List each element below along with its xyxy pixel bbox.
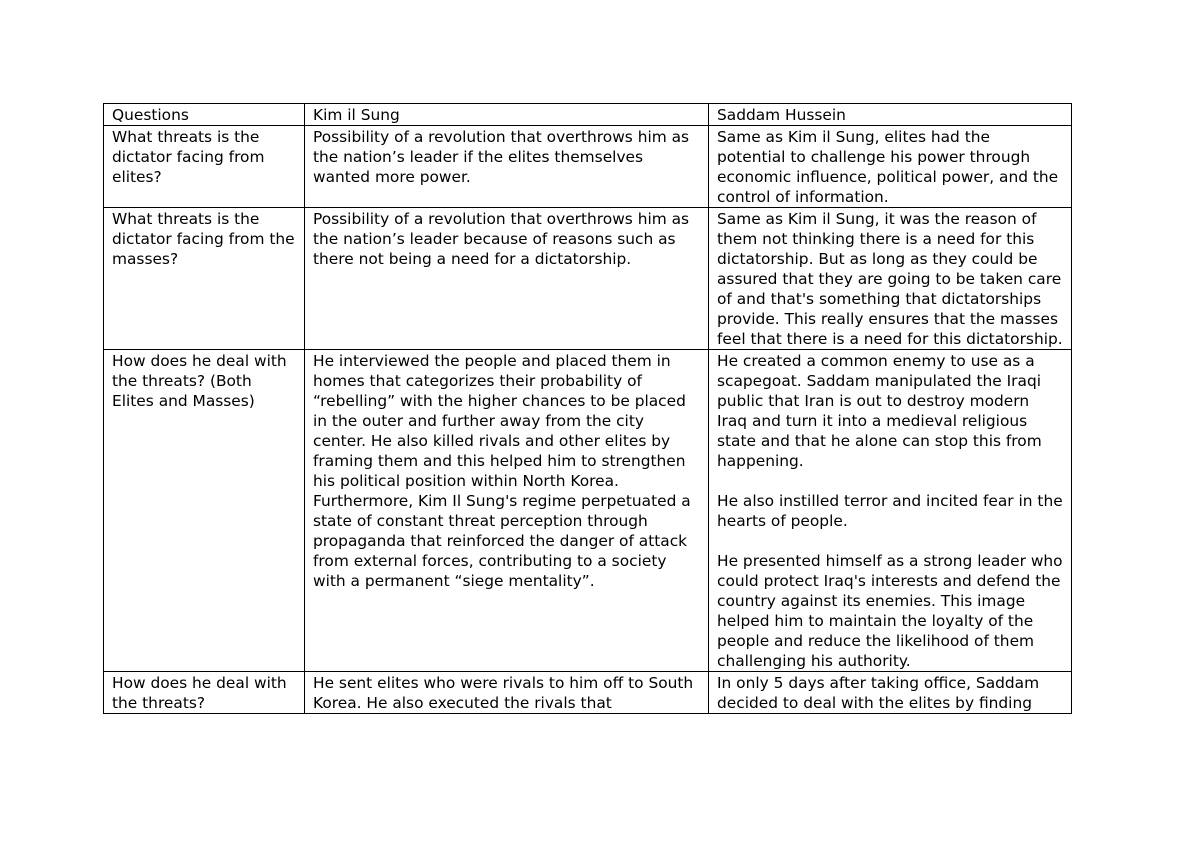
- saddam-paragraph: He also instilled terror and incited fear in the hearts of people.: [717, 492, 1063, 530]
- question-cell: What threats is the dictator facing from the masses?: [104, 208, 305, 350]
- kim-cell: [305, 350, 709, 672]
- table-row: [104, 350, 1072, 672]
- table-row: [104, 126, 1072, 208]
- kim-cell: [305, 208, 709, 350]
- header-saddam-hussein: Saddam Hussein: [709, 104, 1072, 126]
- header-kim-il-sung: Kim il Sung: [305, 104, 709, 126]
- saddam-paragraph: In only 5 days after taking office, Saddam decided to deal with the elites by finding: [717, 674, 1040, 712]
- comparison-table: [103, 103, 1072, 714]
- saddam-cell: [709, 672, 1072, 714]
- question-cell: What threats is the dictator facing from elites?: [104, 126, 305, 208]
- saddam-paragraph: Same as Kim il Sung, it was the reason of them not thinking there is a need for this dictatorship. But as long as they could be assured that they are going to be taken care of and that's something that dictatorships provide. This really ensures that the masses feel that there is a need for this dictatorship.: [717, 210, 1063, 348]
- table-row: [104, 672, 1072, 714]
- table-row: [104, 208, 1072, 350]
- kim-cell: [305, 126, 709, 208]
- saddam-paragraph: He created a common enemy to use as a scapegoat. Saddam manipulated the Iraqi public that Iran is out to destroy modern Iraq and turn it into a medieval religious state and that he alone can stop this from happening.: [717, 352, 1042, 470]
- saddam-paragraph: He presented himself as a strong leader who could protect Iraq's interests and defend the country against its enemies. This image helped him to maintain the loyalty of the people and reduce the likelihood of them challenging his authority.: [717, 552, 1063, 670]
- table-header-row: [104, 104, 1072, 126]
- kim-cell: [305, 672, 709, 714]
- saddam-cell: [709, 126, 1072, 208]
- kim-paragraph: Possibility of a revolution that overthrows him as the nation’s leader because of reasons such as there not being a need for a dictatorship.: [313, 210, 690, 268]
- header-questions: Questions: [104, 104, 305, 126]
- kim-paragraph: He sent elites who were rivals to him off to South Korea. He also executed the rivals that: [313, 674, 694, 712]
- kim-paragraph: He interviewed the people and placed them in homes that categorizes their probability of “rebelling” with the higher chances to be placed in the outer and further away from the city center. He also killed rivals and other elites by framing them and this helped him to strengthen his political position within North Korea. Furthermore, Kim Il Sung's regime perpetuated a state of constant threat perception through propaganda that reinforced the danger of attack from external forces, contributing to a society with a permanent “siege mentality”.: [313, 352, 691, 590]
- question-cell: How does he deal with the threats?: [104, 672, 305, 714]
- saddam-paragraph: Same as Kim il Sung, elites had the potential to challenge his power through economic influence, political power, and the control of information.: [717, 128, 1059, 206]
- kim-paragraph: Possibility of a revolution that overthrows him as the nation’s leader if the elites themselves wanted more power.: [313, 128, 690, 186]
- saddam-cell: [709, 350, 1072, 672]
- saddam-cell: [709, 208, 1072, 350]
- question-cell: How does he deal with the threats? (Both Elites and Masses): [104, 350, 305, 672]
